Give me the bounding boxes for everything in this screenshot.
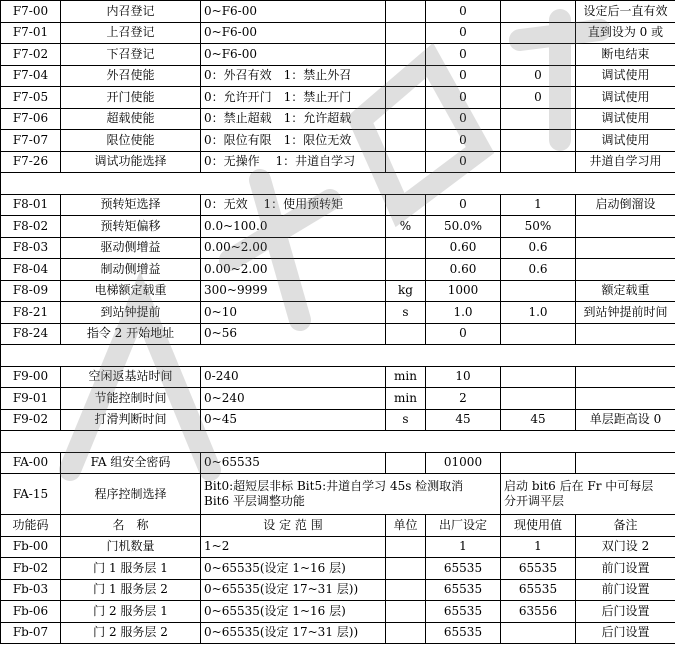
param-current: 0	[501, 65, 576, 87]
param-code: F8-03	[1, 237, 61, 259]
param-name: 电梯额定载重	[61, 280, 201, 302]
param-unit: s	[386, 409, 426, 431]
param-range: 1~2	[201, 536, 386, 558]
param-factory: 0.60	[426, 237, 501, 259]
param-note: 断电结束	[576, 44, 675, 66]
param-current	[501, 388, 576, 410]
column-header: 出厂设定	[426, 515, 501, 537]
param-name: 内召登记	[61, 1, 201, 23]
param-unit	[386, 65, 426, 87]
param-unit	[386, 130, 426, 152]
param-factory: 50.0%	[426, 216, 501, 238]
table-row	[1, 1, 675, 23]
param-note	[576, 388, 675, 410]
param-range: 0~65535(设定 1~16 层)	[201, 601, 386, 623]
param-name: 预转矩选择	[61, 194, 201, 216]
param-code: F7-00	[1, 1, 61, 23]
param-unit	[386, 87, 426, 109]
param-range: 0~65535	[201, 452, 386, 474]
param-current	[501, 22, 576, 44]
param-unit: min	[386, 388, 426, 410]
param-name: 驱动侧增益	[61, 237, 201, 259]
param-current	[501, 108, 576, 130]
param-name: 制动侧增益	[61, 259, 201, 281]
param-range	[201, 474, 501, 515]
param-range: 0：允许开门 1：禁止开门	[201, 87, 386, 109]
table-row	[1, 388, 675, 410]
param-note	[501, 474, 675, 515]
table-row	[1, 151, 675, 173]
param-note: 直到设为 0 或	[576, 22, 675, 44]
column-header: 设 定 范 围	[201, 515, 386, 537]
group-separator	[1, 345, 675, 367]
column-header: 名 称	[61, 515, 201, 537]
param-unit: s	[386, 302, 426, 324]
param-factory: 0	[426, 130, 501, 152]
param-factory: 0.60	[426, 259, 501, 281]
param-factory: 10	[426, 366, 501, 388]
table-row	[1, 579, 675, 601]
param-name: 外召使能	[61, 65, 201, 87]
param-factory: 1	[426, 536, 501, 558]
param-current: 0.6	[501, 237, 576, 259]
param-factory: 65535	[426, 579, 501, 601]
param-range: 0：限位有限 1：限位无效	[201, 130, 386, 152]
param-code: F8-24	[1, 323, 61, 345]
table-row	[1, 22, 675, 44]
param-name: 预转矩偏移	[61, 216, 201, 238]
table-row	[1, 44, 675, 66]
param-factory: 0	[426, 22, 501, 44]
param-unit: %	[386, 216, 426, 238]
param-range: 300~9999	[201, 280, 386, 302]
column-header: 现使用值	[501, 515, 576, 537]
param-code: Fb-03	[1, 579, 61, 601]
param-note	[576, 452, 675, 474]
param-note: 调试使用	[576, 130, 675, 152]
param-current: 65535	[501, 558, 576, 580]
param-name: 调试功能选择	[61, 151, 201, 173]
param-current: 1	[501, 194, 576, 216]
param-code: F7-05	[1, 87, 61, 109]
param-code: Fb-00	[1, 536, 61, 558]
table-row	[1, 474, 675, 515]
param-note: 双门设 2	[576, 536, 675, 558]
param-note: 后门设置	[576, 601, 675, 623]
param-unit: min	[386, 366, 426, 388]
param-range: 0~65535(设定 1~16 层)	[201, 558, 386, 580]
param-range: 0.0~100.0	[201, 216, 386, 238]
table-row	[1, 108, 675, 130]
param-note: 启动倒溜设	[576, 194, 675, 216]
param-name: 到站钟提前	[61, 302, 201, 324]
param-current	[501, 366, 576, 388]
param-code: F7-06	[1, 108, 61, 130]
param-code: F7-04	[1, 65, 61, 87]
param-code: F8-02	[1, 216, 61, 238]
table-row	[1, 65, 675, 87]
param-range: 0~240	[201, 388, 386, 410]
param-code: F8-09	[1, 280, 61, 302]
param-unit	[386, 194, 426, 216]
param-factory: 01000	[426, 452, 501, 474]
param-factory: 0	[426, 151, 501, 173]
table-row	[1, 323, 675, 345]
param-factory: 0	[426, 44, 501, 66]
param-unit	[386, 1, 426, 23]
table-row	[1, 194, 675, 216]
param-name: 上召登记	[61, 22, 201, 44]
column-header: 备注	[576, 515, 675, 537]
param-name: 限位使能	[61, 130, 201, 152]
param-current: 0.6	[501, 259, 576, 281]
param-current: 0	[501, 87, 576, 109]
param-name: 打滑判断时间	[61, 409, 201, 431]
param-name: FA 组安全密码	[61, 452, 201, 474]
param-unit	[386, 536, 426, 558]
param-note	[576, 259, 675, 281]
param-name: 门机数量	[61, 536, 201, 558]
param-code: FA-00	[1, 452, 61, 474]
param-current: 45	[501, 409, 576, 431]
param-current: 1.0	[501, 302, 576, 324]
param-name: 程序控制选择	[61, 474, 201, 515]
param-current	[501, 1, 576, 23]
param-unit	[386, 22, 426, 44]
param-current: 65535	[501, 579, 576, 601]
param-code: Fb-07	[1, 622, 61, 644]
param-code: F9-00	[1, 366, 61, 388]
note-line: 启动 bit6 后在 Fr 中可每层	[504, 479, 654, 493]
table-header-row	[1, 515, 675, 537]
table-row	[1, 216, 675, 238]
param-name: 开门使能	[61, 87, 201, 109]
param-name: 门 1 服务层 2	[61, 579, 201, 601]
group-separator	[1, 173, 675, 195]
param-note	[576, 323, 675, 345]
column-header: 功能码	[1, 515, 61, 537]
table-row	[1, 87, 675, 109]
param-note: 调试使用	[576, 108, 675, 130]
param-range: 0~56	[201, 323, 386, 345]
param-range: 0~45	[201, 409, 386, 431]
param-unit	[386, 237, 426, 259]
param-range: 0~10	[201, 302, 386, 324]
param-range: 0.00~2.00	[201, 237, 386, 259]
param-range: 0：外召有效 1：禁止外召	[201, 65, 386, 87]
column-header: 单位	[386, 515, 426, 537]
param-range: 0~65535(设定 17~31 层))	[201, 622, 386, 644]
param-code: Fb-06	[1, 601, 61, 623]
param-code: F7-26	[1, 151, 61, 173]
param-current	[501, 151, 576, 173]
table-row	[1, 259, 675, 281]
param-unit	[386, 44, 426, 66]
note-line: 分开调平层	[504, 494, 565, 508]
param-unit: kg	[386, 280, 426, 302]
range-line: Bit6 平层调整功能	[204, 494, 305, 508]
param-range: 0：禁止超载 1：允许超载	[201, 108, 386, 130]
group-separator	[1, 431, 675, 453]
table-row	[1, 452, 675, 474]
param-range: 0~F6-00	[201, 44, 386, 66]
param-factory: 0	[426, 108, 501, 130]
param-factory: 0	[426, 323, 501, 345]
param-factory: 65535	[426, 622, 501, 644]
param-note: 额定载重	[576, 280, 675, 302]
param-range: 0~F6-00	[201, 1, 386, 23]
param-unit	[386, 151, 426, 173]
param-range: 0~65535(设定 17~31 层))	[201, 579, 386, 601]
param-name: 门 2 服务层 1	[61, 601, 201, 623]
param-factory: 0	[426, 194, 501, 216]
param-range: 0-240	[201, 366, 386, 388]
param-factory: 45	[426, 409, 501, 431]
param-unit	[386, 452, 426, 474]
param-current	[501, 323, 576, 345]
param-name: 超载使能	[61, 108, 201, 130]
table-row	[1, 536, 675, 558]
param-note: 调试使用	[576, 65, 675, 87]
param-factory: 2	[426, 388, 501, 410]
table-row	[1, 601, 675, 623]
param-current: 1	[501, 536, 576, 558]
param-name: 节能控制时间	[61, 388, 201, 410]
param-code: F7-07	[1, 130, 61, 152]
table-row	[1, 280, 675, 302]
param-current	[501, 622, 576, 644]
param-note: 到站钟提前时间	[576, 302, 675, 324]
param-unit	[386, 259, 426, 281]
param-range: 0.00~2.00	[201, 259, 386, 281]
table-row	[1, 130, 675, 152]
param-factory: 0	[426, 65, 501, 87]
param-code: F7-01	[1, 22, 61, 44]
param-unit	[386, 601, 426, 623]
param-code: Fb-02	[1, 558, 61, 580]
param-name: 空闲返基站时间	[61, 366, 201, 388]
table-row	[1, 366, 675, 388]
param-current	[501, 280, 576, 302]
param-unit	[386, 579, 426, 601]
param-note	[576, 237, 675, 259]
table-row	[1, 558, 675, 580]
param-note: 前门设置	[576, 558, 675, 580]
param-code: F9-01	[1, 388, 61, 410]
table-row	[1, 409, 675, 431]
param-unit	[386, 108, 426, 130]
param-unit	[386, 323, 426, 345]
param-current: 50%	[501, 216, 576, 238]
param-factory: 0	[426, 1, 501, 23]
param-note	[576, 216, 675, 238]
param-factory: 1000	[426, 280, 501, 302]
param-note: 前门设置	[576, 579, 675, 601]
param-current	[501, 44, 576, 66]
param-note: 井道自学习用	[576, 151, 675, 173]
range-line: Bit0:超短层非标 Bit5:井道自学习 45s 检测取消	[204, 479, 464, 493]
param-code: F8-01	[1, 194, 61, 216]
param-code: F7-02	[1, 44, 61, 66]
table-row	[1, 302, 675, 324]
param-factory: 1.0	[426, 302, 501, 324]
param-note: 调试使用	[576, 87, 675, 109]
param-name: 门 2 服务层 2	[61, 622, 201, 644]
param-name: 门 1 服务层 1	[61, 558, 201, 580]
param-current	[501, 452, 576, 474]
param-unit	[386, 558, 426, 580]
param-code: F8-21	[1, 302, 61, 324]
param-code: F9-02	[1, 409, 61, 431]
param-range: 0：无操作 1：井道自学习	[201, 151, 386, 173]
param-factory: 0	[426, 87, 501, 109]
param-code: FA-15	[1, 474, 61, 515]
param-name: 下召登记	[61, 44, 201, 66]
param-name: 指令 2 开始地址	[61, 323, 201, 345]
param-note	[576, 366, 675, 388]
table-row	[1, 237, 675, 259]
param-note: 后门设置	[576, 622, 675, 644]
param-code: F8-04	[1, 259, 61, 281]
param-range: 0~F6-00	[201, 22, 386, 44]
param-current: 63556	[501, 601, 576, 623]
param-current	[501, 130, 576, 152]
table-row	[1, 622, 675, 644]
param-factory: 65535	[426, 558, 501, 580]
param-unit	[386, 622, 426, 644]
param-note: 单层距高设 0	[576, 409, 675, 431]
param-note: 设定后一直有效	[576, 1, 675, 23]
param-factory: 65535	[426, 601, 501, 623]
param-range: 0：无效 1：使用预转矩	[201, 194, 386, 216]
